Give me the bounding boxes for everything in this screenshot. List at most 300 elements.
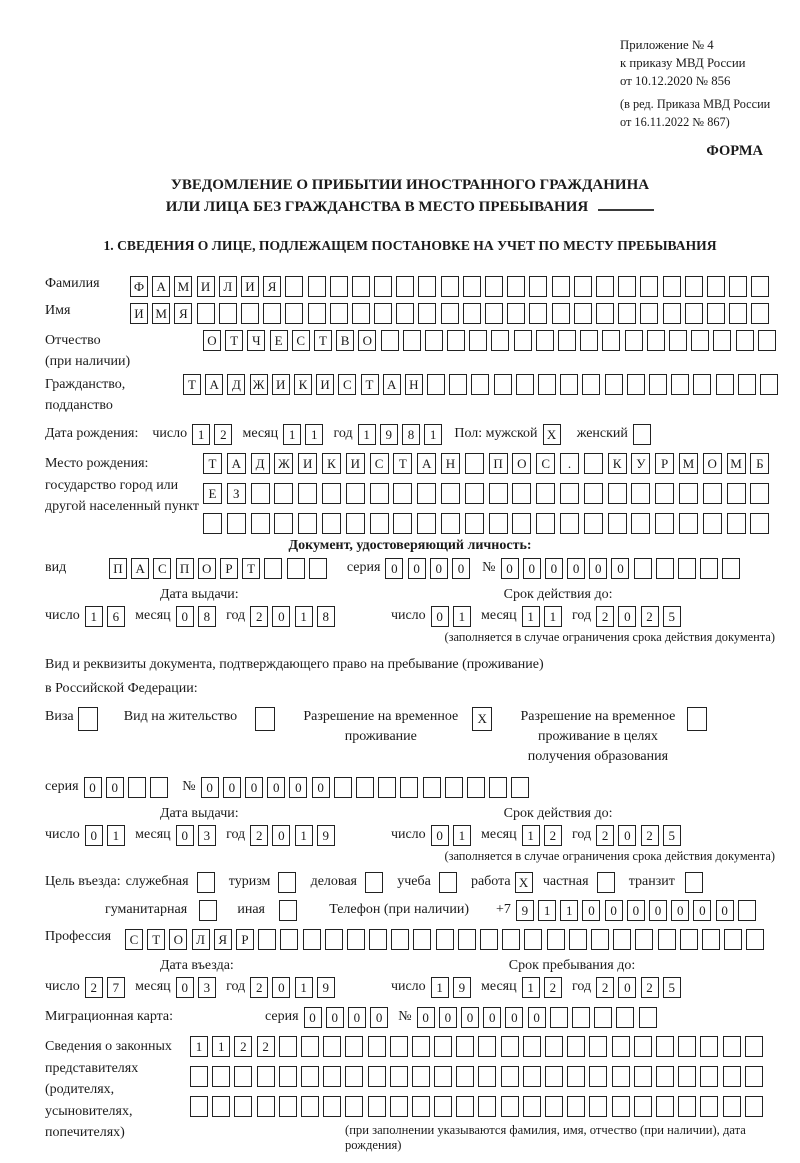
- char-cell[interactable]: [691, 330, 709, 351]
- char-cell[interactable]: [685, 303, 703, 324]
- char-cell[interactable]: 0: [326, 1007, 344, 1028]
- char-cell[interactable]: [227, 513, 246, 534]
- char-cell[interactable]: 0: [272, 977, 290, 998]
- char-cell[interactable]: [656, 1096, 674, 1117]
- char-cell[interactable]: 1: [453, 606, 471, 627]
- char-cell[interactable]: [751, 303, 769, 324]
- char-cell[interactable]: [393, 483, 412, 504]
- char-cell[interactable]: [345, 1066, 363, 1087]
- char-cell[interactable]: [368, 1036, 386, 1057]
- char-cell[interactable]: [352, 276, 370, 297]
- char-cell[interactable]: [550, 1007, 568, 1028]
- char-cell[interactable]: [523, 1066, 541, 1087]
- char-cell[interactable]: 0: [618, 606, 636, 627]
- char-cell[interactable]: [724, 929, 742, 950]
- char-cell[interactable]: [545, 1096, 563, 1117]
- char-cell[interactable]: 0: [176, 825, 194, 846]
- char-cell[interactable]: М: [174, 276, 192, 297]
- char-cell[interactable]: [589, 1096, 607, 1117]
- char-cell[interactable]: [258, 929, 276, 950]
- char-cell[interactable]: [602, 330, 620, 351]
- char-cell[interactable]: [738, 900, 756, 921]
- char-cell[interactable]: [616, 1007, 634, 1028]
- char-cell[interactable]: [280, 929, 298, 950]
- char-cell[interactable]: Ж: [274, 453, 293, 474]
- char-cell[interactable]: [634, 1036, 652, 1057]
- char-cell[interactable]: [745, 1096, 763, 1117]
- char-cell[interactable]: [301, 1066, 319, 1087]
- char-cell[interactable]: [618, 276, 636, 297]
- char-cell[interactable]: [589, 1036, 607, 1057]
- char-cell[interactable]: [390, 1096, 408, 1117]
- char-cell[interactable]: [738, 374, 756, 395]
- char-cell[interactable]: 0: [618, 977, 636, 998]
- char-cell[interactable]: 0: [176, 977, 194, 998]
- char-cell[interactable]: [456, 1036, 474, 1057]
- char-cell[interactable]: [596, 303, 614, 324]
- char-cell[interactable]: П: [176, 558, 194, 579]
- char-cell[interactable]: Т: [393, 453, 412, 474]
- char-cell[interactable]: [212, 1066, 230, 1087]
- char-cell[interactable]: [700, 1036, 718, 1057]
- char-cell[interactable]: [298, 483, 317, 504]
- char-cell[interactable]: 0: [605, 900, 623, 921]
- char-cell[interactable]: [723, 1036, 741, 1057]
- char-cell[interactable]: 7: [107, 977, 125, 998]
- char-cell[interactable]: [560, 513, 579, 534]
- char-cell[interactable]: 0: [312, 777, 330, 798]
- char-cell[interactable]: С: [370, 453, 389, 474]
- char-cell[interactable]: [501, 1096, 519, 1117]
- char-cell[interactable]: [608, 483, 627, 504]
- char-cell[interactable]: [323, 1096, 341, 1117]
- char-cell[interactable]: [574, 276, 592, 297]
- char-cell[interactable]: 1: [522, 606, 540, 627]
- char-cell[interactable]: 0: [649, 900, 667, 921]
- char-cell[interactable]: 0: [430, 558, 448, 579]
- char-cell[interactable]: [322, 513, 341, 534]
- char-cell[interactable]: 1: [305, 424, 323, 445]
- char-cell[interactable]: Д: [227, 374, 245, 395]
- char-cell[interactable]: [685, 276, 703, 297]
- char-cell[interactable]: [352, 303, 370, 324]
- char-cell[interactable]: [700, 1096, 718, 1117]
- char-cell[interactable]: 0: [272, 606, 290, 627]
- char-cell[interactable]: И: [197, 276, 215, 297]
- char-cell[interactable]: [279, 900, 297, 921]
- char-cell[interactable]: 0: [431, 606, 449, 627]
- char-cell[interactable]: [751, 276, 769, 297]
- char-cell[interactable]: О: [198, 558, 216, 579]
- char-cell[interactable]: 1: [453, 825, 471, 846]
- char-cell[interactable]: Ф: [130, 276, 148, 297]
- char-cell[interactable]: [612, 1036, 630, 1057]
- char-cell[interactable]: 8: [198, 606, 216, 627]
- char-cell[interactable]: [412, 1036, 430, 1057]
- char-cell[interactable]: 0: [272, 825, 290, 846]
- char-cell[interactable]: [445, 777, 463, 798]
- char-cell[interactable]: [693, 374, 711, 395]
- char-cell[interactable]: [489, 483, 508, 504]
- char-cell[interactable]: [257, 1066, 275, 1087]
- char-cell[interactable]: [456, 1066, 474, 1087]
- char-cell[interactable]: [465, 453, 484, 474]
- char-cell[interactable]: [234, 1066, 252, 1087]
- char-cell[interactable]: [465, 513, 484, 534]
- char-cell[interactable]: 1: [424, 424, 442, 445]
- char-cell[interactable]: [241, 303, 259, 324]
- char-cell[interactable]: [412, 1066, 430, 1087]
- char-cell[interactable]: [400, 777, 418, 798]
- char-cell[interactable]: [634, 558, 652, 579]
- char-cell[interactable]: С: [536, 453, 555, 474]
- char-cell[interactable]: [678, 558, 696, 579]
- char-cell[interactable]: [538, 374, 556, 395]
- char-cell[interactable]: [309, 558, 327, 579]
- char-cell[interactable]: [301, 1096, 319, 1117]
- char-cell[interactable]: О: [512, 453, 531, 474]
- char-cell[interactable]: [203, 513, 222, 534]
- char-cell[interactable]: 9: [317, 977, 335, 998]
- char-cell[interactable]: [417, 483, 436, 504]
- char-cell[interactable]: [679, 513, 698, 534]
- char-cell[interactable]: Б: [750, 453, 769, 474]
- char-cell[interactable]: [716, 374, 734, 395]
- char-cell[interactable]: 1: [522, 825, 540, 846]
- char-cell[interactable]: [580, 330, 598, 351]
- char-cell[interactable]: [727, 513, 746, 534]
- char-cell[interactable]: [418, 303, 436, 324]
- char-cell[interactable]: [594, 1007, 612, 1028]
- char-cell[interactable]: Т: [147, 929, 165, 950]
- char-cell[interactable]: [467, 777, 485, 798]
- char-cell[interactable]: М: [727, 453, 746, 474]
- char-cell[interactable]: [391, 929, 409, 950]
- char-cell[interactable]: [627, 374, 645, 395]
- char-cell[interactable]: Я: [263, 276, 281, 297]
- char-cell[interactable]: [536, 330, 554, 351]
- char-cell[interactable]: 0: [627, 900, 645, 921]
- char-cell[interactable]: И: [346, 453, 365, 474]
- char-cell[interactable]: [536, 483, 555, 504]
- char-cell[interactable]: З: [227, 483, 246, 504]
- char-cell[interactable]: [625, 330, 643, 351]
- char-cell[interactable]: 0: [461, 1007, 479, 1028]
- char-cell[interactable]: [325, 929, 343, 950]
- char-cell[interactable]: [552, 303, 570, 324]
- char-cell[interactable]: У: [631, 453, 650, 474]
- char-cell[interactable]: [279, 1036, 297, 1057]
- char-cell[interactable]: [471, 374, 489, 395]
- char-cell[interactable]: С: [125, 929, 143, 950]
- char-cell[interactable]: [750, 513, 769, 534]
- char-cell[interactable]: Н: [441, 453, 460, 474]
- char-cell[interactable]: [584, 483, 603, 504]
- char-cell[interactable]: [190, 1096, 208, 1117]
- char-cell[interactable]: А: [227, 453, 246, 474]
- char-cell[interactable]: [390, 1036, 408, 1057]
- char-cell[interactable]: [425, 330, 443, 351]
- char-cell[interactable]: [478, 1096, 496, 1117]
- char-cell[interactable]: И: [316, 374, 334, 395]
- char-cell[interactable]: 3: [198, 977, 216, 998]
- char-cell[interactable]: 3: [198, 825, 216, 846]
- char-cell[interactable]: [330, 276, 348, 297]
- char-cell[interactable]: 2: [257, 1036, 275, 1057]
- char-cell[interactable]: 0: [176, 606, 194, 627]
- char-cell[interactable]: [634, 1066, 652, 1087]
- char-cell[interactable]: А: [131, 558, 149, 579]
- char-cell[interactable]: [128, 777, 146, 798]
- char-cell[interactable]: Л: [219, 276, 237, 297]
- char-cell[interactable]: 0: [370, 1007, 388, 1028]
- char-cell[interactable]: [441, 513, 460, 534]
- char-cell[interactable]: [197, 303, 215, 324]
- char-cell[interactable]: 1: [295, 606, 313, 627]
- char-cell[interactable]: О: [203, 330, 221, 351]
- char-cell[interactable]: [502, 929, 520, 950]
- char-cell[interactable]: [512, 483, 531, 504]
- char-cell[interactable]: [687, 707, 707, 731]
- char-cell[interactable]: [150, 777, 168, 798]
- char-cell[interactable]: 0: [501, 558, 519, 579]
- char-cell[interactable]: [545, 1066, 563, 1087]
- char-cell[interactable]: [655, 483, 674, 504]
- char-cell[interactable]: [219, 303, 237, 324]
- char-cell[interactable]: 2: [544, 825, 562, 846]
- char-cell[interactable]: 2: [596, 606, 614, 627]
- char-cell[interactable]: [596, 276, 614, 297]
- char-cell[interactable]: [378, 777, 396, 798]
- char-cell[interactable]: [478, 1036, 496, 1057]
- char-cell[interactable]: [702, 929, 720, 950]
- char-cell[interactable]: [463, 303, 481, 324]
- char-cell[interactable]: [436, 929, 454, 950]
- char-cell[interactable]: [723, 1066, 741, 1087]
- char-cell[interactable]: [279, 1066, 297, 1087]
- char-cell[interactable]: В: [336, 330, 354, 351]
- char-cell[interactable]: 2: [641, 977, 659, 998]
- char-cell[interactable]: [736, 330, 754, 351]
- char-cell[interactable]: [703, 483, 722, 504]
- char-cell[interactable]: [574, 303, 592, 324]
- char-cell[interactable]: Е: [203, 483, 222, 504]
- char-cell[interactable]: [516, 374, 534, 395]
- char-cell[interactable]: [524, 929, 542, 950]
- char-cell[interactable]: Т: [361, 374, 379, 395]
- char-cell[interactable]: [635, 929, 653, 950]
- char-cell[interactable]: 0: [582, 900, 600, 921]
- char-cell[interactable]: 1: [295, 825, 313, 846]
- char-cell[interactable]: [703, 513, 722, 534]
- char-cell[interactable]: 1: [544, 606, 562, 627]
- char-cell[interactable]: [274, 513, 293, 534]
- char-cell[interactable]: [713, 330, 731, 351]
- char-cell[interactable]: Т: [183, 374, 201, 395]
- char-cell[interactable]: [750, 483, 769, 504]
- char-cell[interactable]: [707, 303, 725, 324]
- char-cell[interactable]: [567, 1096, 585, 1117]
- char-cell[interactable]: Р: [220, 558, 238, 579]
- char-cell[interactable]: 1: [538, 900, 556, 921]
- char-cell[interactable]: [729, 303, 747, 324]
- char-cell[interactable]: [434, 1096, 452, 1117]
- char-cell[interactable]: [567, 1066, 585, 1087]
- char-cell[interactable]: [403, 330, 421, 351]
- char-cell[interactable]: [523, 1096, 541, 1117]
- char-cell[interactable]: [308, 303, 326, 324]
- char-cell[interactable]: А: [152, 276, 170, 297]
- char-cell[interactable]: 2: [85, 977, 103, 998]
- char-cell[interactable]: .: [560, 453, 579, 474]
- char-cell[interactable]: 5: [663, 977, 681, 998]
- char-cell[interactable]: 6: [107, 606, 125, 627]
- char-cell[interactable]: Т: [225, 330, 243, 351]
- char-cell[interactable]: [251, 513, 270, 534]
- char-cell[interactable]: [745, 1036, 763, 1057]
- char-cell[interactable]: 0: [505, 1007, 523, 1028]
- char-cell[interactable]: Я: [214, 929, 232, 950]
- char-cell[interactable]: А: [205, 374, 223, 395]
- char-cell[interactable]: 2: [250, 977, 268, 998]
- char-cell[interactable]: [303, 929, 321, 950]
- char-cell[interactable]: 9: [453, 977, 471, 998]
- char-cell[interactable]: Е: [270, 330, 288, 351]
- char-cell[interactable]: [365, 872, 383, 893]
- char-cell[interactable]: А: [417, 453, 436, 474]
- char-cell[interactable]: [441, 483, 460, 504]
- char-cell[interactable]: [656, 558, 674, 579]
- char-cell[interactable]: [369, 929, 387, 950]
- char-cell[interactable]: [279, 1096, 297, 1117]
- char-cell[interactable]: 2: [596, 977, 614, 998]
- char-cell[interactable]: [507, 303, 525, 324]
- char-cell[interactable]: [447, 330, 465, 351]
- char-cell[interactable]: 1: [190, 1036, 208, 1057]
- char-cell[interactable]: [679, 483, 698, 504]
- char-cell[interactable]: 9: [317, 825, 335, 846]
- char-cell[interactable]: [560, 483, 579, 504]
- char-cell[interactable]: 1: [522, 977, 540, 998]
- char-cell[interactable]: [298, 513, 317, 534]
- char-cell[interactable]: [197, 872, 215, 893]
- char-cell[interactable]: [501, 1066, 519, 1087]
- char-cell[interactable]: 1: [295, 977, 313, 998]
- char-cell[interactable]: 1: [85, 606, 103, 627]
- char-cell[interactable]: 0: [201, 777, 219, 798]
- char-cell[interactable]: [569, 929, 587, 950]
- char-cell[interactable]: [465, 483, 484, 504]
- char-cell[interactable]: [700, 1066, 718, 1087]
- char-cell[interactable]: [529, 276, 547, 297]
- char-cell[interactable]: [334, 777, 352, 798]
- char-cell[interactable]: [456, 1096, 474, 1117]
- char-cell[interactable]: [511, 777, 529, 798]
- char-cell[interactable]: 0: [452, 558, 470, 579]
- char-cell[interactable]: [536, 513, 555, 534]
- char-cell[interactable]: [469, 330, 487, 351]
- char-cell[interactable]: [685, 872, 703, 893]
- char-cell[interactable]: И: [241, 276, 259, 297]
- char-cell[interactable]: [745, 1066, 763, 1087]
- char-cell[interactable]: 2: [214, 424, 232, 445]
- char-cell[interactable]: [368, 1066, 386, 1087]
- char-cell[interactable]: [301, 1036, 319, 1057]
- char-cell[interactable]: 0: [417, 1007, 435, 1028]
- char-cell[interactable]: [758, 330, 776, 351]
- char-cell[interactable]: 2: [544, 977, 562, 998]
- char-cell[interactable]: [678, 1066, 696, 1087]
- char-cell[interactable]: X: [472, 707, 492, 731]
- char-cell[interactable]: 0: [523, 558, 541, 579]
- char-cell[interactable]: [489, 513, 508, 534]
- char-cell[interactable]: [640, 276, 658, 297]
- char-cell[interactable]: [663, 303, 681, 324]
- char-cell[interactable]: [412, 1096, 430, 1117]
- char-cell[interactable]: 1: [358, 424, 376, 445]
- char-cell[interactable]: 9: [380, 424, 398, 445]
- char-cell[interactable]: Т: [203, 453, 222, 474]
- char-cell[interactable]: X: [515, 872, 533, 893]
- char-cell[interactable]: [507, 276, 525, 297]
- char-cell[interactable]: 2: [250, 606, 268, 627]
- char-cell[interactable]: П: [109, 558, 127, 579]
- char-cell[interactable]: И: [298, 453, 317, 474]
- char-cell[interactable]: И: [272, 374, 290, 395]
- char-cell[interactable]: 0: [84, 777, 102, 798]
- char-cell[interactable]: П: [489, 453, 508, 474]
- char-cell[interactable]: [669, 330, 687, 351]
- char-cell[interactable]: [374, 303, 392, 324]
- char-cell[interactable]: К: [608, 453, 627, 474]
- char-cell[interactable]: [356, 777, 374, 798]
- char-cell[interactable]: [439, 872, 457, 893]
- char-cell[interactable]: [251, 483, 270, 504]
- char-cell[interactable]: [656, 1066, 674, 1087]
- char-cell[interactable]: [707, 276, 725, 297]
- char-cell[interactable]: 0: [304, 1007, 322, 1028]
- char-cell[interactable]: [485, 303, 503, 324]
- char-cell[interactable]: [572, 1007, 590, 1028]
- char-cell[interactable]: 0: [611, 558, 629, 579]
- char-cell[interactable]: [418, 276, 436, 297]
- char-cell[interactable]: О: [358, 330, 376, 351]
- char-cell[interactable]: [678, 1096, 696, 1117]
- char-cell[interactable]: [190, 1066, 208, 1087]
- char-cell[interactable]: [631, 513, 650, 534]
- char-cell[interactable]: [485, 276, 503, 297]
- char-cell[interactable]: 0: [223, 777, 241, 798]
- char-cell[interactable]: 0: [618, 825, 636, 846]
- char-cell[interactable]: [308, 276, 326, 297]
- char-cell[interactable]: [441, 303, 459, 324]
- char-cell[interactable]: [346, 513, 365, 534]
- char-cell[interactable]: [347, 929, 365, 950]
- char-cell[interactable]: А: [383, 374, 401, 395]
- char-cell[interactable]: [480, 929, 498, 950]
- char-cell[interactable]: 2: [250, 825, 268, 846]
- char-cell[interactable]: [287, 558, 305, 579]
- char-cell[interactable]: [618, 303, 636, 324]
- char-cell[interactable]: 0: [528, 1007, 546, 1028]
- char-cell[interactable]: [658, 929, 676, 950]
- char-cell[interactable]: [494, 374, 512, 395]
- char-cell[interactable]: [514, 330, 532, 351]
- char-cell[interactable]: 0: [671, 900, 689, 921]
- char-cell[interactable]: [322, 483, 341, 504]
- char-cell[interactable]: Ч: [247, 330, 265, 351]
- char-cell[interactable]: [285, 276, 303, 297]
